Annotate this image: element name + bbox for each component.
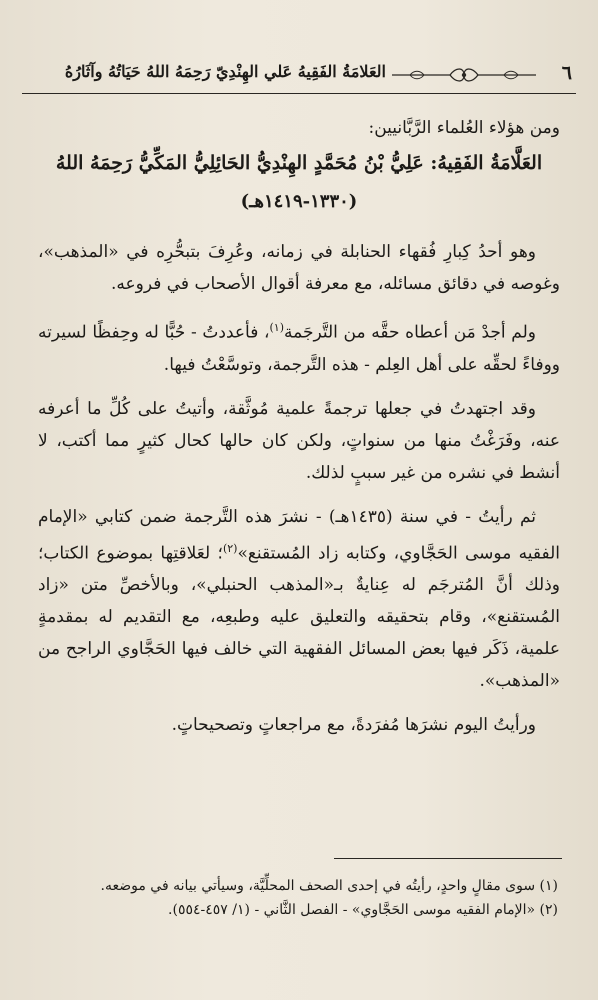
footnote-ref-2[interactable]: (٢): [222, 541, 238, 555]
paragraph-4-text-b: ؛ لعَلاقتِها بموضوع الكتاب؛ وذلك أنَّ المُترجَم له عِنايةٌ بـ«المذهب الحنبلي»، وبالأخصِّ متن «زاد المُستقنع»، وقام بتحقيقه والتعليق عليه وطبعِه، مع التقديم له بمقدمةٍ علمية، ذَكَر فيها بعض المسائل الفقهية التي خالف فيها الحَجَّاوي الراجح من «المذهب».: [38, 543, 560, 692]
paragraph-3: وقد اجتهدتُ في جعلها ترجمةً علمية مُوثَّقة، وأتيتُ على كُلِّ ما أعرفه عنه، وفَرَغْتُ منها من سنواتٍ، ولكن كان حالها كحال كثيرٍ مما أكتب، لا أنشط في نشره من غير سببٍ لذلك.: [38, 398, 560, 483]
paragraph-2-text-b: ، فأعددتُ - حُبًّا له وحِفظًا لسيرته ووفاءً لحقِّه على أهل العِلم - هذه التَّرجمة، وتوسَّعْتُ فيها.: [38, 322, 560, 375]
paragraph-4: [38, 501, 560, 698]
footnote-1: (١) سوى مقالٍ واحدٍ، رأيتُه في إحدى الصحف المحلِّيَّة، وسيأتي بيانه في موضعه.: [100, 878, 558, 894]
page-number: ٦: [561, 62, 572, 84]
paragraph-4-text-a: ثم رأيتُ - في سنة (١٤٣٥هـ) - نشرَ هذه التَّرجمة ضمن كتابي «الإمام الفقيه موسى الحَجَّاوي، وكتابه زاد المُستقنع»: [38, 506, 560, 564]
header-rule: [22, 93, 576, 94]
paragraph-1: وهو أحدُ كِبارِ فُقهاء الحنابلة في زمانه، وعُرِفَ بتبحُّرِه في «المذهب»، وغوصه في دقائق مسائله، مع معرفة أقوال الأصحاب في فروعه.: [38, 242, 560, 294]
footnote-2: (٢) «الإمام الفقيه موسى الحَجَّاوي» - الفصل الثَّاني - (١/ ٤٥٧-٥٥٤).: [168, 902, 558, 918]
biography-dates: (١٣٣٠-١٤١٩هـ): [240, 191, 358, 212]
page-body: [38, 112, 560, 753]
header-ornament-icon: [390, 66, 538, 84]
paragraph-2: [38, 312, 560, 381]
footnote-ref-1[interactable]: (١): [269, 321, 284, 334]
page-header: [20, 58, 572, 92]
paragraph-2-text-a: ولم أجدْ مَن أعطاه حقَّه من التَّرجَمة: [284, 322, 536, 343]
running-title: العَلامَةُ الفَقِيهُ عَلي الهِنْدِيّ رَحِمَهُ اللهُ حَيَاتُهُ وآثَارُهُ: [64, 62, 386, 81]
biography-title: العَلَّامَةُ الفَقِيهُ: عَلِيُّ بْنُ مُحَمَّدٍ الهِنْدِيُّ الحَائِلِيُّ المَكِّيُّ رَحِمَهُ اللهُ: [55, 152, 543, 174]
paragraph-5: ورأيتُ اليوم نشرَها مُفرَدةً، مع مراجعاتٍ وتصحيحاتٍ.: [171, 715, 536, 736]
intro-line: ومن هؤلاء العُلماء الرَّبَّانيين:: [368, 118, 560, 138]
footnotes: [40, 874, 558, 922]
footnote-separator: [334, 858, 562, 859]
